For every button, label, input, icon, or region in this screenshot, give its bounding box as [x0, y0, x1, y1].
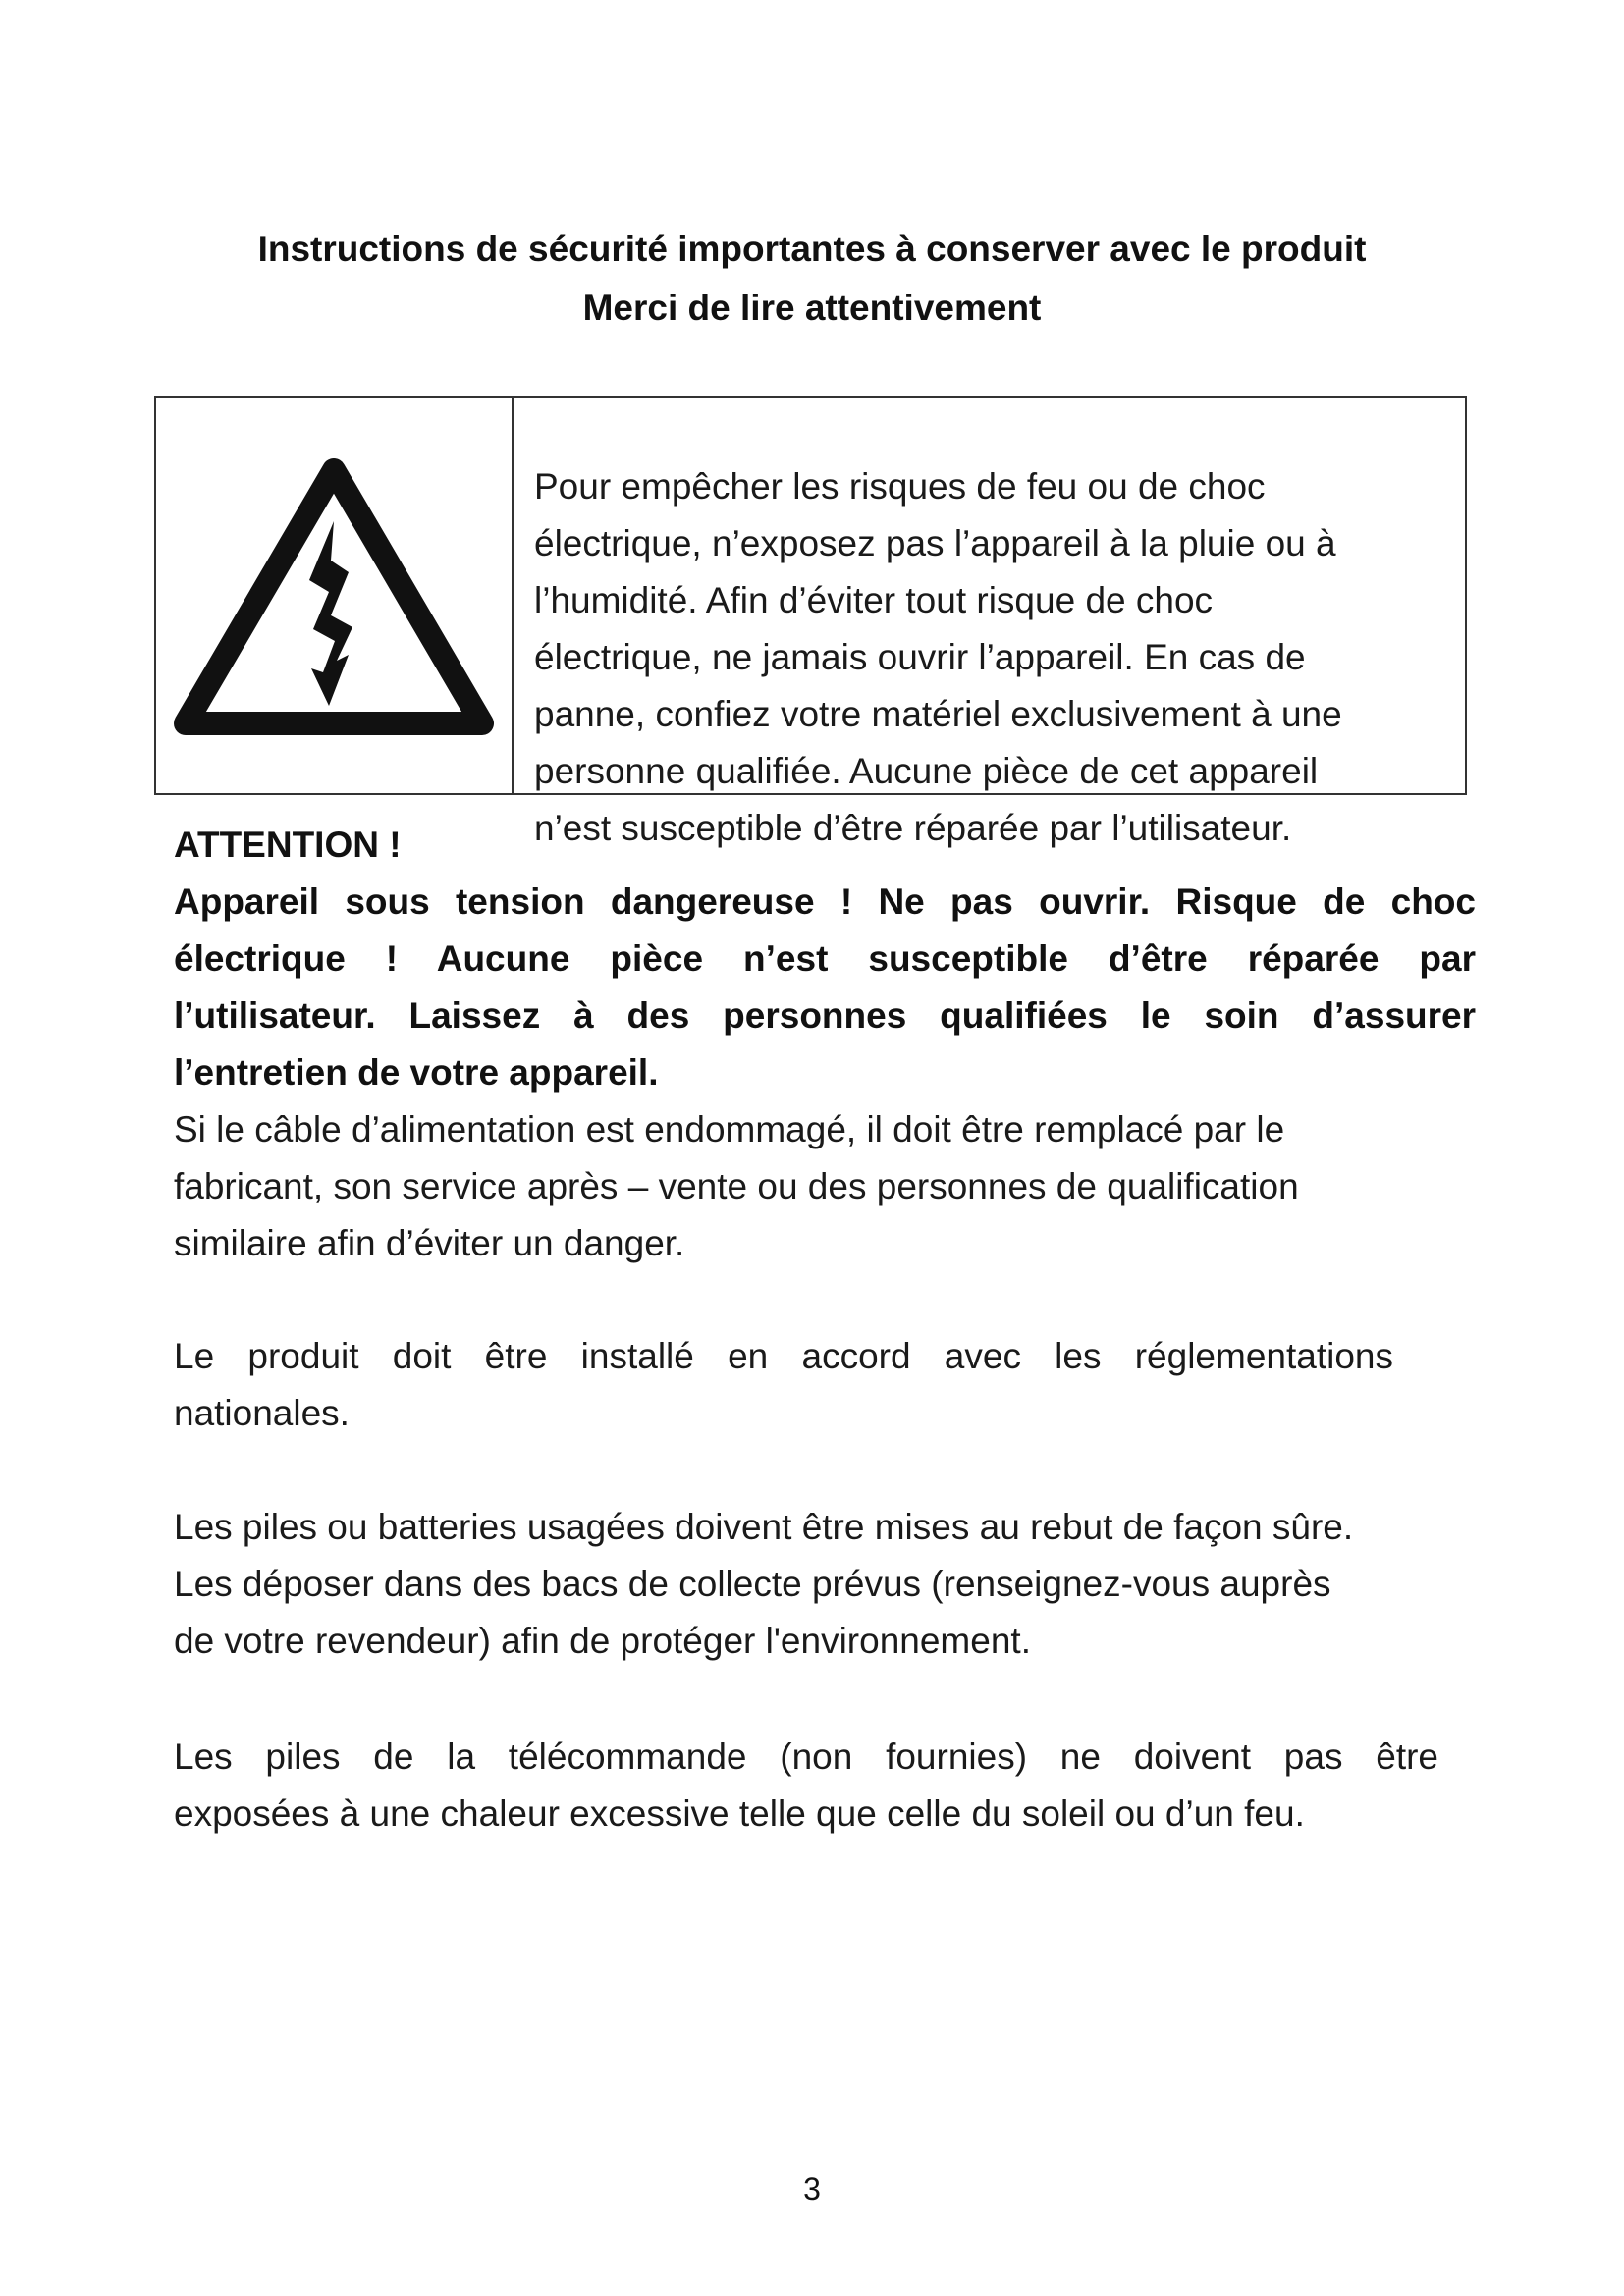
paragraph-line: fabricant, son service après – vente ou des personnes de qualification	[174, 1166, 1299, 1206]
warning-text-line: électrique, n’exposez pas l’appareil à la pluie ou à	[534, 523, 1336, 563]
attention-line: l’utilisateur. Laissez à des personnes qualifiées le soin d’assurer	[174, 995, 1476, 1036]
page-title: Instructions de sécurité importantes à conserver avec le produit	[257, 229, 1367, 269]
power-cable-paragraph	[174, 1101, 1440, 1272]
installation-paragraph	[174, 1328, 1393, 1442]
warning-text-line: Pour empêcher les risques de feu ou de choc	[534, 466, 1266, 507]
attention-paragraph	[174, 874, 1476, 1101]
page-subtitle: Merci de lire attentivement	[582, 288, 1042, 328]
electric-shock-warning-triangle-icon	[174, 458, 494, 741]
paragraph-line: Le produit doit être installé en accord avec les réglementations	[174, 1336, 1393, 1376]
paragraph-line: nationales.	[174, 1393, 350, 1433]
attention-line: l’entretien de votre appareil.	[174, 1052, 659, 1093]
batteries-disposal-paragraph	[174, 1499, 1494, 1670]
paragraph-line: similaire afin d’éviter un danger.	[174, 1223, 685, 1263]
remote-batteries-paragraph	[174, 1729, 1438, 1842]
paragraph-line: Si le câble d’alimentation est endommagé, il doit être remplacé par le	[174, 1109, 1285, 1149]
attention-line: électrique ! Aucune pièce n’est susceptible d’être réparée par	[174, 938, 1476, 979]
warning-text-line: électrique, ne jamais ouvrir l’appareil. En cas de	[534, 637, 1306, 677]
paragraph-line: exposées à une chaleur excessive telle que celle du soleil ou d’un feu.	[174, 1793, 1305, 1834]
warning-text-line: l’humidité. Afin d’éviter tout risque de choc	[534, 580, 1214, 620]
warning-box-text	[534, 401, 1457, 857]
warning-text-line: panne, confiez votre matériel exclusivement à une	[534, 694, 1342, 734]
warning-text-line: n’est susceptible d’être réparée par l’utilisateur.	[534, 808, 1292, 848]
paragraph-line: de votre revendeur) afin de protéger l'environnement.	[174, 1621, 1031, 1661]
attention-heading: ATTENTION !	[174, 825, 402, 865]
page-number: 3	[803, 2171, 821, 2207]
paragraph-line: Les piles ou batteries usagées doivent être mises au rebut de façon sûre.	[174, 1507, 1354, 1547]
paragraph-line: Les déposer dans des bacs de collecte prévus (renseignez-vous auprès	[174, 1564, 1331, 1604]
attention-line: Appareil sous tension dangereuse ! Ne pas ouvrir. Risque de choc	[174, 881, 1476, 922]
paragraph-line: Les piles de la télécommande (non fournies) ne doivent pas être	[174, 1736, 1438, 1777]
box-divider	[512, 398, 514, 793]
warning-text-line: personne qualifiée. Aucune pièce de cet appareil	[534, 751, 1319, 791]
